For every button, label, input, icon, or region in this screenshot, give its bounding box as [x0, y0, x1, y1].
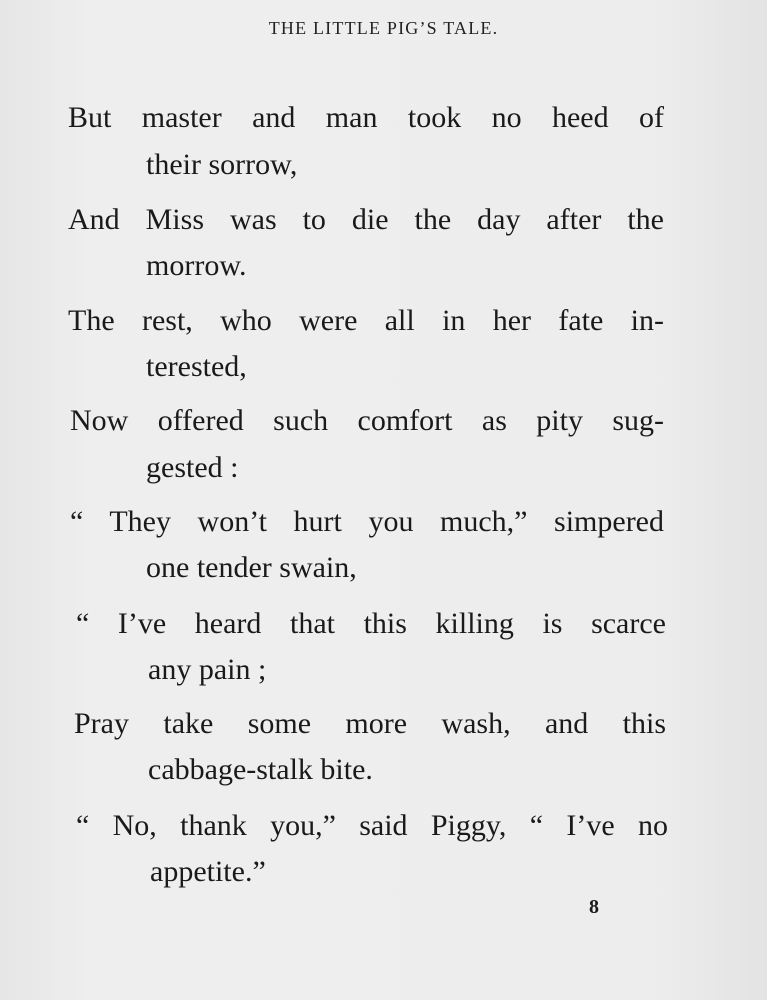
verse-line-2: their sorrow,: [146, 148, 298, 181]
verse-line-7: Now offered such comfort as pity sug-: [70, 404, 664, 437]
verse-line-5: The rest, who were all in her fate in-: [68, 304, 664, 337]
running-head: THE LITTLE PIG’S TALE.: [268, 18, 499, 38]
verse-line-9: “ They won’t hurt you much,” simpered: [70, 505, 664, 538]
verse-line-12: any pain ;: [148, 653, 267, 686]
verse-line-15: “ No, thank you,” said Piggy, “ I’ve no: [76, 809, 668, 842]
verse-line-16: appetite.”: [150, 855, 266, 888]
verse-line-13: Pray take some more wash, and this: [74, 707, 666, 740]
verse-line-8: gested :: [146, 451, 239, 484]
page-number: 8: [589, 896, 599, 918]
verse-line-6: terested,: [146, 350, 247, 383]
verse-line-14: cabbage-stalk bite.: [148, 753, 373, 786]
verse-line-4: morrow.: [146, 249, 247, 282]
verse-line-1: But master and man took no heed of: [68, 101, 664, 134]
verse-line-10: one tender swain,: [146, 551, 357, 584]
verse-line-3: And Miss was to die the day after the: [68, 203, 664, 236]
verse-line-11: “ I’ve heard that this killing is scarce: [76, 607, 666, 640]
